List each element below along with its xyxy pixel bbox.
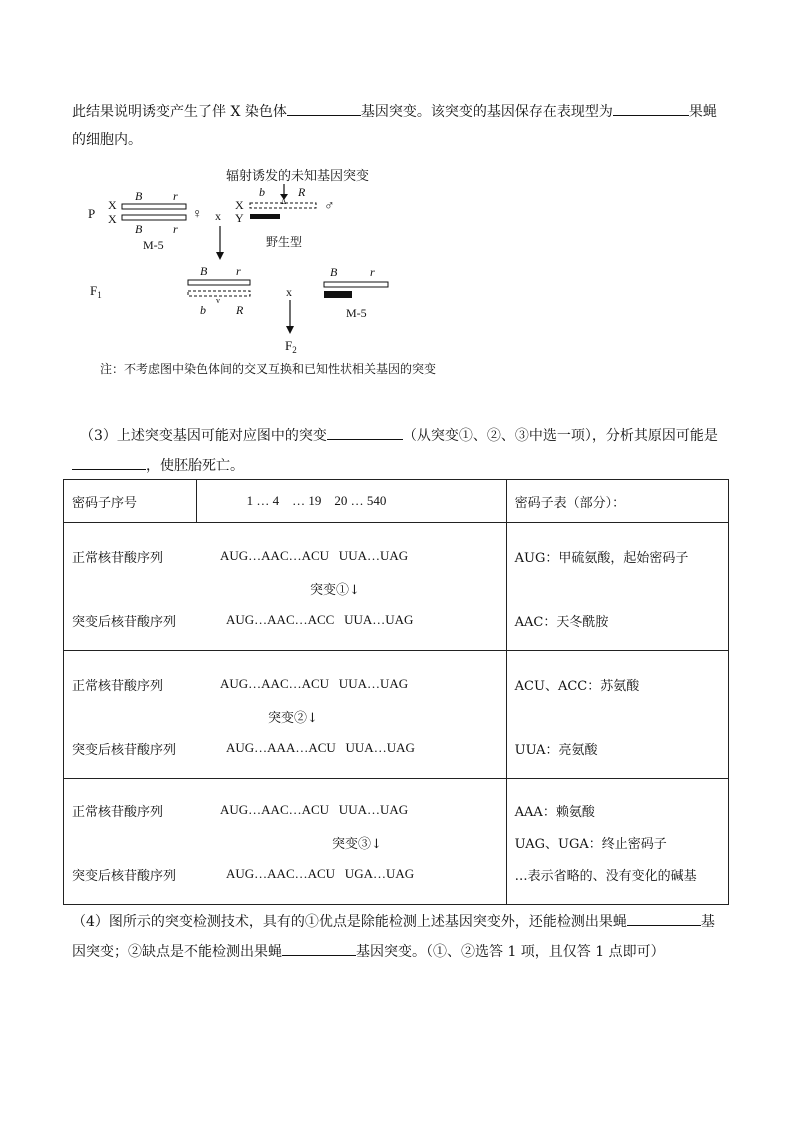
mutant-sequence: AUG…AAC…ACU UGA…UAG bbox=[226, 866, 415, 881]
codon-entry: AAA：赖氨酸 bbox=[514, 805, 595, 820]
q3-text-a: （3）上述突变基因可能对应图中的突变 bbox=[80, 428, 327, 444]
female-gene-r-top: r bbox=[173, 189, 178, 203]
q4-line-2 bbox=[72, 940, 665, 962]
sequence-cell-2 bbox=[64, 651, 507, 779]
label-wild-type: 野生型 bbox=[266, 235, 303, 249]
header-cell-codon-table bbox=[506, 480, 728, 523]
label-F2: $F_2$ bbox=[285, 338, 297, 355]
male-gene-b: b bbox=[259, 185, 265, 199]
q4-text-a: （4）图所示的突变检测技术，具有的①优点是除能检测上述基因突变外，还能检测出果蝇 bbox=[72, 914, 627, 930]
table-header-row bbox=[64, 480, 729, 523]
sequence-cell-3 bbox=[64, 779, 507, 905]
f1-female-gene-r: r bbox=[236, 264, 241, 278]
codon-table bbox=[63, 479, 729, 905]
male-chromosome-y bbox=[250, 214, 280, 219]
cross-symbol-p: x bbox=[215, 209, 221, 223]
f1-female-gene-R: R bbox=[236, 303, 244, 317]
normal-sequence: AUG…AAC…ACU UUA…UAG bbox=[220, 676, 409, 691]
f1-female-chromosome-normal bbox=[188, 280, 250, 285]
normal-sequence-label: 正常核苷酸序列 bbox=[72, 679, 164, 694]
female-symbol: ♀ bbox=[192, 207, 203, 222]
female-gene-r-bottom: r bbox=[173, 222, 178, 236]
f1-male-chromosome-y bbox=[324, 291, 352, 298]
table-row bbox=[64, 523, 729, 651]
intro-line-2: 的细胞内。 bbox=[72, 132, 142, 148]
male-y: Y bbox=[235, 211, 244, 225]
mutation-1-marker: 突变①↓ bbox=[310, 583, 360, 598]
mutant-sequence-label: 突变后核苷酸序列 bbox=[72, 869, 177, 884]
cross-symbol-f1: x bbox=[286, 285, 292, 299]
female-gene-B-bottom: B bbox=[135, 222, 143, 236]
q3-line-1 bbox=[80, 424, 718, 446]
male-x: X bbox=[235, 198, 244, 212]
q3-text-b: （从突变①、②、③中选一项），分析其原因可能是 bbox=[402, 428, 718, 444]
mutation-2-marker: 突变②↓ bbox=[268, 711, 318, 726]
female-x1: X bbox=[108, 198, 117, 212]
f1-male-gene-B: B bbox=[330, 265, 338, 279]
codon-entry: …表示省略的、没有变化的碱基 bbox=[514, 869, 697, 884]
q4-text-b: 基 bbox=[700, 914, 715, 930]
normal-sequence-label: 正常核苷酸序列 bbox=[72, 805, 164, 820]
female-chromosome-x2 bbox=[122, 215, 186, 220]
codon-entry: UUA：亮氨酸 bbox=[514, 743, 598, 758]
q4-text-c: 因突变；②缺点是不能检测出果蝇 bbox=[72, 944, 282, 960]
q4-answer-blank-2[interactable] bbox=[282, 940, 356, 956]
normal-sequence: AUG…AAC…ACU UUA…UAG bbox=[220, 548, 409, 563]
intro-line-1 bbox=[72, 100, 717, 122]
table-row bbox=[64, 651, 729, 779]
q3-answer-blank-1[interactable] bbox=[327, 424, 403, 440]
intro-text-b: 基因突变。该突变的基因保存在表现型为 bbox=[360, 104, 613, 120]
codon-entry: AUG：甲硫氨酸，起始密码子 bbox=[514, 551, 689, 566]
q3-text-c: ，使胚胎死亡。 bbox=[146, 458, 244, 474]
f1-female-gene-B: B bbox=[200, 264, 208, 278]
header-positions-label: 1 … 4 … 19 20 … 540 bbox=[246, 493, 387, 508]
mutant-sequence: AUG…AAC…ACC UUA…UAG bbox=[226, 612, 414, 627]
label-m5-parent: M-5 bbox=[143, 238, 164, 252]
mutation-3-marker: 突变③↓ bbox=[332, 837, 382, 852]
codon-entry: ACU、ACC：苏氨酸 bbox=[514, 679, 640, 694]
q4-answer-blank-1[interactable] bbox=[627, 910, 701, 926]
mutant-sequence-label: 突变后核苷酸序列 bbox=[72, 615, 177, 630]
q3-answer-blank-2[interactable] bbox=[72, 454, 146, 470]
table-row bbox=[64, 779, 729, 905]
f1-mutation-mark: v bbox=[216, 296, 220, 305]
mutant-sequence: AUG…AAA…ACU UUA…UAG bbox=[226, 740, 415, 755]
female-x2: X bbox=[108, 212, 117, 226]
header-codon-table-label: 密码子表（部分）： bbox=[514, 496, 626, 511]
answer-blank-2[interactable] bbox=[613, 100, 689, 116]
q4-line-1 bbox=[72, 910, 715, 932]
header-codon-number-label: 密码子序号 bbox=[72, 496, 138, 511]
codon-info-cell-3 bbox=[506, 779, 728, 905]
arrowhead-p-to-f1 bbox=[216, 252, 224, 260]
diagram-note: 注：不考虑图中染色体间的交叉互换和已知性状相关基因的突变 bbox=[100, 362, 437, 376]
normal-sequence-label: 正常核苷酸序列 bbox=[72, 551, 164, 566]
mutant-sequence-label: 突变后核苷酸序列 bbox=[72, 743, 177, 758]
female-chromosome-x1 bbox=[122, 204, 186, 209]
q3-line-2 bbox=[72, 454, 244, 476]
label-F1: $F_1$ bbox=[90, 283, 102, 300]
male-symbol: ♂ bbox=[324, 199, 335, 214]
sequence-cell-1 bbox=[64, 523, 507, 651]
codon-entry: UAG、UGA：终止密码子 bbox=[514, 837, 667, 852]
header-cell-codon-number bbox=[64, 480, 197, 523]
label-P: P bbox=[88, 206, 96, 221]
codon-entry: AAC：天冬酰胺 bbox=[514, 615, 609, 630]
label-m5-f1: M-5 bbox=[346, 306, 367, 320]
f1-female-gene-b: b bbox=[200, 303, 206, 317]
male-gene-R: R bbox=[298, 185, 306, 199]
male-mutation-mark: Δ bbox=[281, 197, 287, 206]
normal-sequence: AUG…AAC…ACU UUA…UAG bbox=[220, 802, 409, 817]
radiation-label: 辐射诱发的未知基因突变 bbox=[226, 168, 370, 183]
intro-text-a: 此结果说明诱变产生了伴 X 染色体 bbox=[72, 104, 287, 120]
header-cell-positions bbox=[196, 480, 506, 523]
q4-text-d: 基因突变。（①、②选答 1 项，且仅答 1 点即可） bbox=[356, 944, 665, 960]
f1-male-chromosome-x bbox=[324, 282, 388, 287]
f1-male-gene-r: r bbox=[370, 265, 375, 279]
codon-info-cell-1 bbox=[506, 523, 728, 651]
answer-blank-1[interactable] bbox=[287, 100, 361, 116]
intro-text-c: 果蝇 bbox=[688, 104, 717, 120]
genetic-cross-diagram bbox=[80, 162, 520, 362]
codon-info-cell-2 bbox=[506, 651, 728, 779]
arrowhead-f1-to-f2 bbox=[286, 326, 294, 334]
female-gene-B-top: B bbox=[135, 189, 143, 203]
